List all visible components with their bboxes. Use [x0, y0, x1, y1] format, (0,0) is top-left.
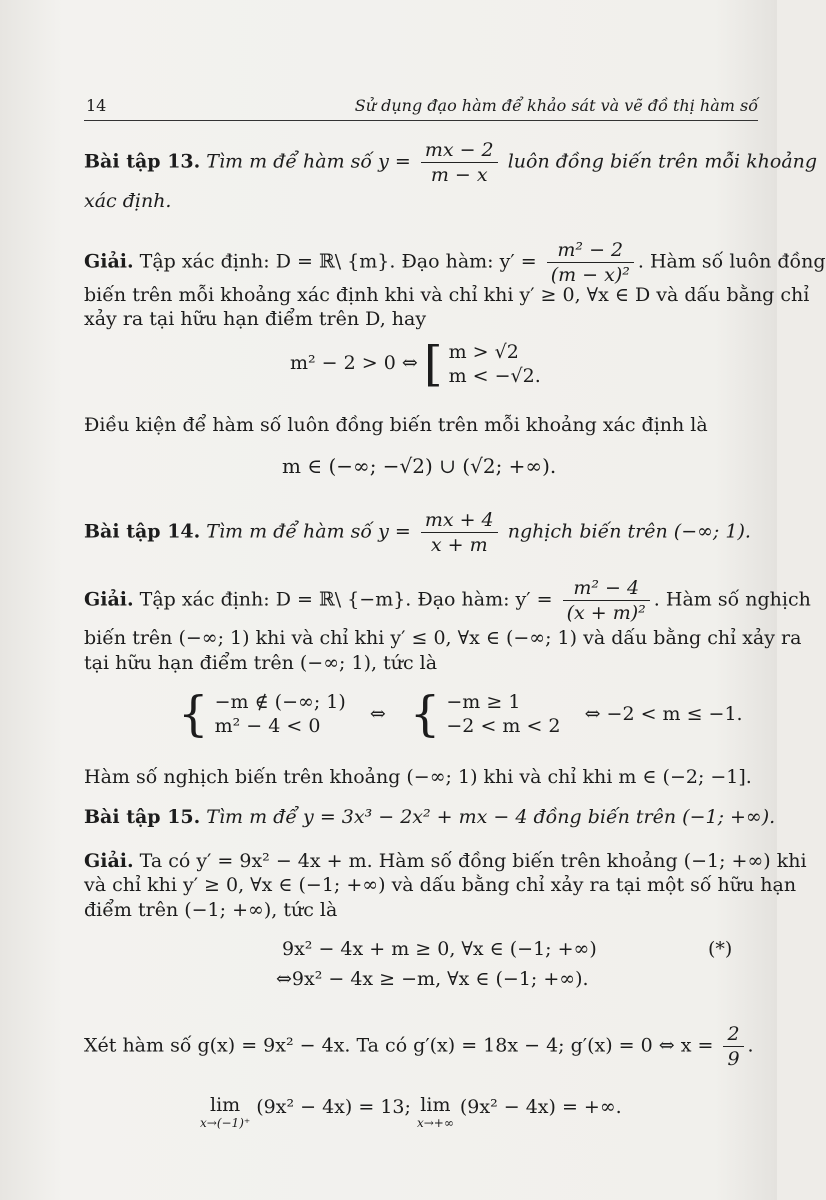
ex15-sol-line3: điểm trên (−1; +∞), tức là	[84, 899, 338, 921]
ex13-task-c: xác định.	[84, 190, 172, 212]
ex15-g-num: 2	[723, 1022, 743, 1047]
page-number: 14	[86, 96, 107, 115]
left-brace: {	[409, 686, 441, 742]
ex13-deriv-num: m² − 2	[547, 238, 634, 263]
left-brace: {	[178, 686, 209, 742]
ex14-sol-line2: biến trên (−∞; 1) khi và chỉ khi y′ ≤ 0, ∀x ∈ (−∞; 1) và dấu bằng chỉ xảy ra	[84, 627, 802, 649]
lim-subscript: x→+∞	[416, 1116, 454, 1130]
ex13-label: Bài tập 13.	[84, 150, 201, 173]
ex14-deriv-den: (x + m)²	[566, 602, 646, 624]
ex13-equation	[290, 336, 541, 392]
ex13-sol-b: . Hàm số luôn đồng	[637, 250, 826, 273]
ex14-sol-label: Giải.	[84, 588, 134, 611]
ex15-g-text: Xét hàm số g(x) = 9x² − 4x. Ta có g′(x) = 18x − 4; g′(x) = 0 ⇔ x =	[84, 1034, 714, 1057]
ex13-sol-line3: xảy ra tại hữu hạn điểm trên D, hay	[84, 308, 427, 330]
ex14-frac-num: mx + 4	[421, 508, 498, 533]
ex15-sol-line2: và chỉ khi y′ ≥ 0, ∀x ∈ (−1; +∞) và dấu bằng chỉ xảy ra tại một số hữu hạn	[84, 874, 797, 896]
ex13-derivative-fraction	[547, 238, 634, 287]
ex13-function-fraction	[421, 138, 498, 187]
ex13-deriv-den: (m − x)²	[550, 264, 630, 286]
ex14-function-fraction	[421, 508, 498, 557]
ex13-sol-a: Tập xác định: D = ℝ\ {m}. Đạo hàm: y′ =	[139, 250, 537, 273]
ex13-statement	[84, 138, 817, 187]
ex14-sys-result: ⇔ −2 < m ≤ −1.	[584, 703, 743, 725]
ex13-solution-line1	[84, 238, 826, 287]
ex15-critical-fraction	[723, 1022, 743, 1071]
ex14-sol-b: . Hàm số nghịch	[653, 588, 811, 611]
ex15-eq1: 9x² − 4x + m ≥ 0, ∀x ∈ (−1; +∞)	[282, 938, 597, 960]
ex13-conclusion: Điều kiện để hàm số luôn đồng biến trên mỗi khoảng xác định là	[84, 414, 708, 436]
left-bracket: [	[423, 336, 443, 392]
ex13-sol-label: Giải.	[84, 250, 134, 273]
ex15-label: Bài tập 15.	[84, 806, 201, 828]
ex14-sys2-b: −2 < m < 2	[446, 715, 561, 737]
ex15-task: Tìm m để y = 3x³ − 2x² + mx − 4 đồng biến trên (−1; +∞).	[206, 806, 776, 828]
ex14-derivative-fraction	[563, 576, 650, 625]
ex15-statement	[84, 804, 775, 830]
ex14-task-a: Tìm m để hàm số y =	[206, 520, 411, 543]
lim-word: lim	[420, 1094, 451, 1116]
ex13-sol-line2: biến trên mỗi khoảng xác định khi và chỉ khi y′ ≥ 0, ∀x ∈ D và dấu bằng chỉ	[84, 284, 810, 306]
ex13-eq-lhs: m² − 2 > 0 ⇔	[290, 352, 418, 374]
ex15-g-den: 9	[727, 1048, 740, 1070]
ex13-task-b: luôn đồng biến trên mỗi khoảng	[507, 150, 818, 173]
ex15-lim1-body: (9x² − 4x) = 13;	[256, 1096, 411, 1118]
ex15-limits	[200, 1096, 622, 1132]
ex14-frac-den: x + m	[430, 534, 488, 556]
ex14-solution-line1	[84, 576, 811, 625]
ex14-statement	[84, 508, 751, 557]
ex14-task-b: nghịch biến trên (−∞; 1).	[507, 520, 751, 543]
ex14-system	[178, 686, 743, 742]
page-header	[84, 94, 758, 121]
ex13-eq-cases	[449, 340, 541, 388]
ex14-system-1	[215, 690, 346, 738]
ex14-deriv-num: m² − 4	[563, 576, 650, 601]
ex15-eq1-tag: (*)	[708, 938, 733, 960]
ex14-sol-a: Tập xác định: D = ℝ\ {−m}. Đạo hàm: y′ =	[139, 588, 553, 611]
ex15-sol-line1: Ta có y′ = 9x² − 4x + m. Hàm số đồng biến trên khoảng (−1; +∞) khi	[139, 850, 807, 872]
ex14-system-2	[446, 690, 560, 738]
ex15-lim2	[417, 1096, 454, 1132]
ex13-case2: m < −√2.	[448, 365, 541, 387]
ex15-lim1	[200, 1096, 250, 1132]
lim-word: lim	[210, 1094, 241, 1116]
ex13-frac-den: m − x	[430, 164, 488, 186]
lim-subscript: x→(−1)⁺	[200, 1116, 251, 1130]
ex14-sys2-a: −m ≥ 1	[446, 691, 521, 713]
running-title: Sử dụng đạo hàm để khảo sát và vẽ đồ thị hàm số	[354, 96, 758, 115]
ex15-g-line	[84, 1022, 754, 1071]
ex13-frac-num: mx − 2	[421, 138, 498, 163]
ex13-task-a: Tìm m để hàm số y =	[206, 150, 411, 173]
ex14-equiv: ⇔	[369, 703, 386, 725]
ex14-sol-line3: tại hữu hạn điểm trên (−∞; 1), tức là	[84, 652, 438, 674]
ex15-lim2-body: (9x² − 4x) = +∞.	[459, 1096, 622, 1118]
ex14-sys1-a: −m ∉ (−∞; 1)	[214, 691, 346, 713]
ex13-result: m ∈ (−∞; −√2) ∪ (√2; +∞).	[282, 454, 557, 478]
ex13-case1: m > √2	[448, 341, 519, 363]
ex15-solution-line1	[84, 848, 807, 874]
ex14-label: Bài tập 14.	[84, 520, 201, 543]
ex15-sol-label: Giải.	[84, 850, 134, 872]
ex15-eq2: ⇔9x² − 4x ≥ −m, ∀x ∈ (−1; +∞).	[276, 968, 589, 990]
ex14-sys1-b: m² − 4 < 0	[214, 715, 321, 737]
ex15-g-end: .	[747, 1034, 754, 1057]
ex14-conclusion: Hàm số nghịch biến trên khoảng (−∞; 1) khi và chỉ khi m ∈ (−2; −1].	[84, 766, 752, 788]
